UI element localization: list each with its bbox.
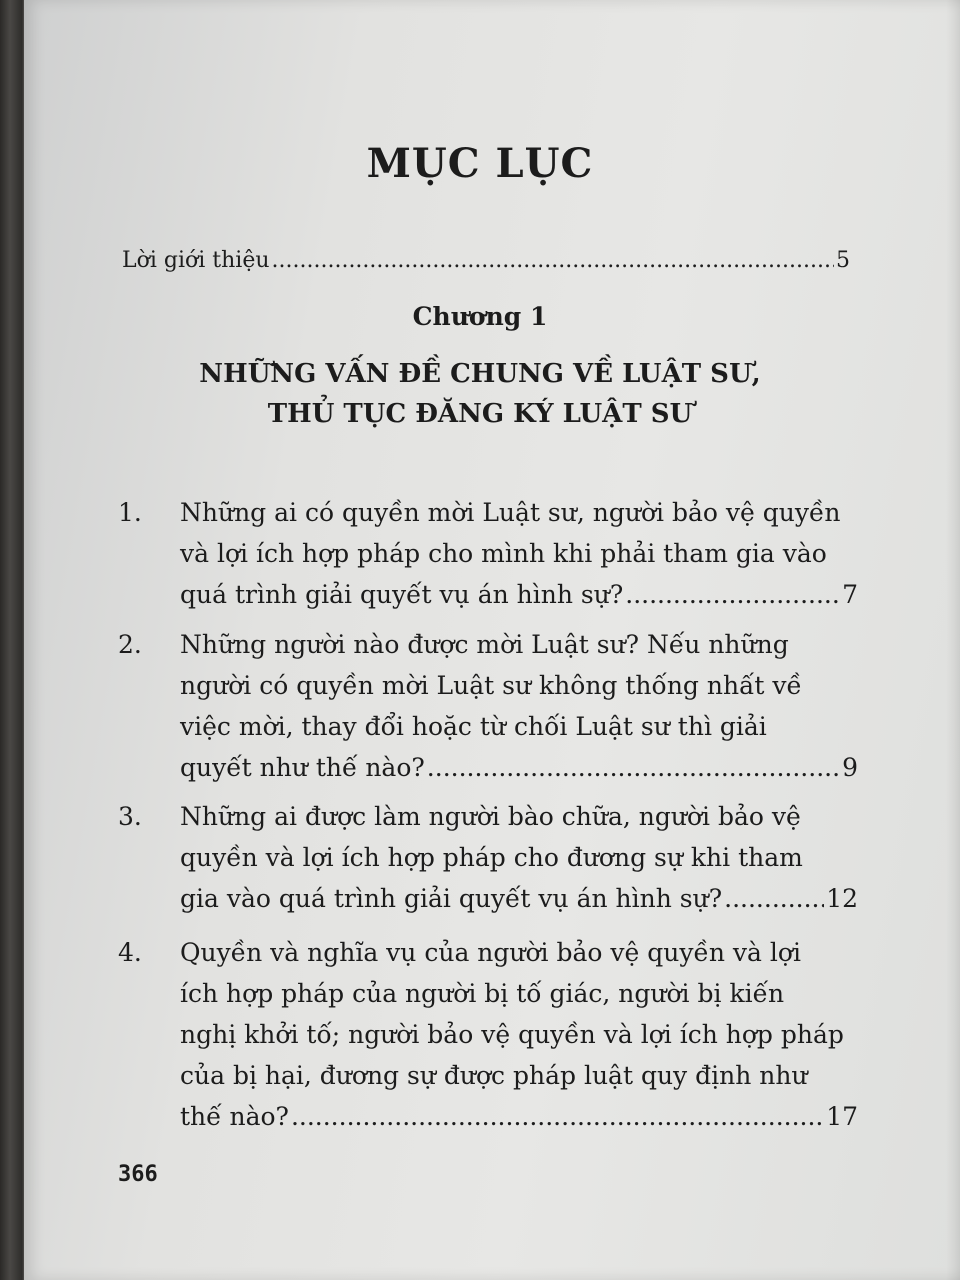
toc-item-line: và lợi ích hợp pháp cho mình khi phải tham gia vào xyxy=(180,539,827,568)
chapter-title-line: NHỮNG VẤN ĐỀ CHUNG VỀ LUẬT SƯ, xyxy=(199,359,761,389)
chapter-title xyxy=(0,354,960,434)
toc-item-last-line xyxy=(180,747,858,788)
toc-item-number: 4. xyxy=(118,938,142,967)
toc-item-line: Những người nào được mời Luật sư? Nếu những xyxy=(180,630,789,659)
toc-item-body xyxy=(180,624,858,788)
toc-intro-row xyxy=(122,248,850,273)
toc-item-line: ích hợp pháp của người bị tố giác, người bị kiến xyxy=(180,979,785,1008)
toc-item-text: quá trình giải quyết vụ án hình sự? xyxy=(180,580,624,609)
leader-dots xyxy=(427,747,840,788)
intro-label: Lời giới thiệu xyxy=(122,248,270,273)
page-edge-shadow xyxy=(946,0,960,1280)
toc-item-line: Những ai có quyền mời Luật sư, người bảo vệ quyền xyxy=(180,498,841,527)
toc-item-number: 2. xyxy=(118,630,142,659)
toc-item-page: 12 xyxy=(826,884,858,913)
toc-item-line: nghị khởi tố; người bảo vệ quyền và lợi ích hợp pháp xyxy=(180,1020,844,1049)
toc-item-page: 17 xyxy=(826,1102,858,1131)
toc-item-line: người có quyền mời Luật sư không thống nhất về xyxy=(180,671,802,700)
toc-item-line: quyền và lợi ích hợp pháp cho đương sự khi tham xyxy=(180,843,803,872)
toc-item-page: 7 xyxy=(842,580,858,609)
toc-item xyxy=(118,624,858,788)
page-title: MỤC LỤC xyxy=(366,140,594,187)
intro-page: 5 xyxy=(836,248,850,273)
toc-item-line: Những ai được làm người bào chữa, người bảo vệ xyxy=(180,802,801,831)
toc-item-number: 1. xyxy=(118,498,142,527)
leader-dots xyxy=(724,878,824,919)
toc-item-line: Quyền và nghĩa vụ của người bảo vệ quyền và lợi xyxy=(180,938,801,967)
toc-item-last-line xyxy=(180,1096,858,1137)
toc-item-text: gia vào quá trình giải quyết vụ án hình sự? xyxy=(180,884,723,913)
toc-item-line: việc mời, thay đổi hoặc từ chối Luật sư thì giải xyxy=(180,712,767,741)
leader-dots xyxy=(625,574,840,615)
leader-dots xyxy=(291,1096,824,1137)
toc-item-page: 9 xyxy=(842,753,858,782)
page-number: 366 xyxy=(118,1162,158,1187)
toc-item-line: của bị hại, đương sự được pháp luật quy định như xyxy=(180,1061,808,1090)
chapter-label: Chương 1 xyxy=(412,302,548,331)
toc-item-text: quyết như thế nào? xyxy=(180,753,425,782)
toc-item-last-line xyxy=(180,574,858,615)
toc-item-body xyxy=(180,796,858,919)
toc-item-body xyxy=(180,932,858,1137)
toc-item xyxy=(118,932,858,1137)
leader-dots xyxy=(272,248,834,273)
chapter-title-line: THỦ TỤC ĐĂNG KÝ LUẬT SƯ xyxy=(267,399,693,429)
toc-item xyxy=(118,796,858,919)
toc-item-last-line xyxy=(180,878,858,919)
toc-item-text: thế nào? xyxy=(180,1102,289,1131)
toc-item-number: 3. xyxy=(118,802,142,831)
toc-item xyxy=(118,492,858,615)
toc-item-body xyxy=(180,492,858,615)
